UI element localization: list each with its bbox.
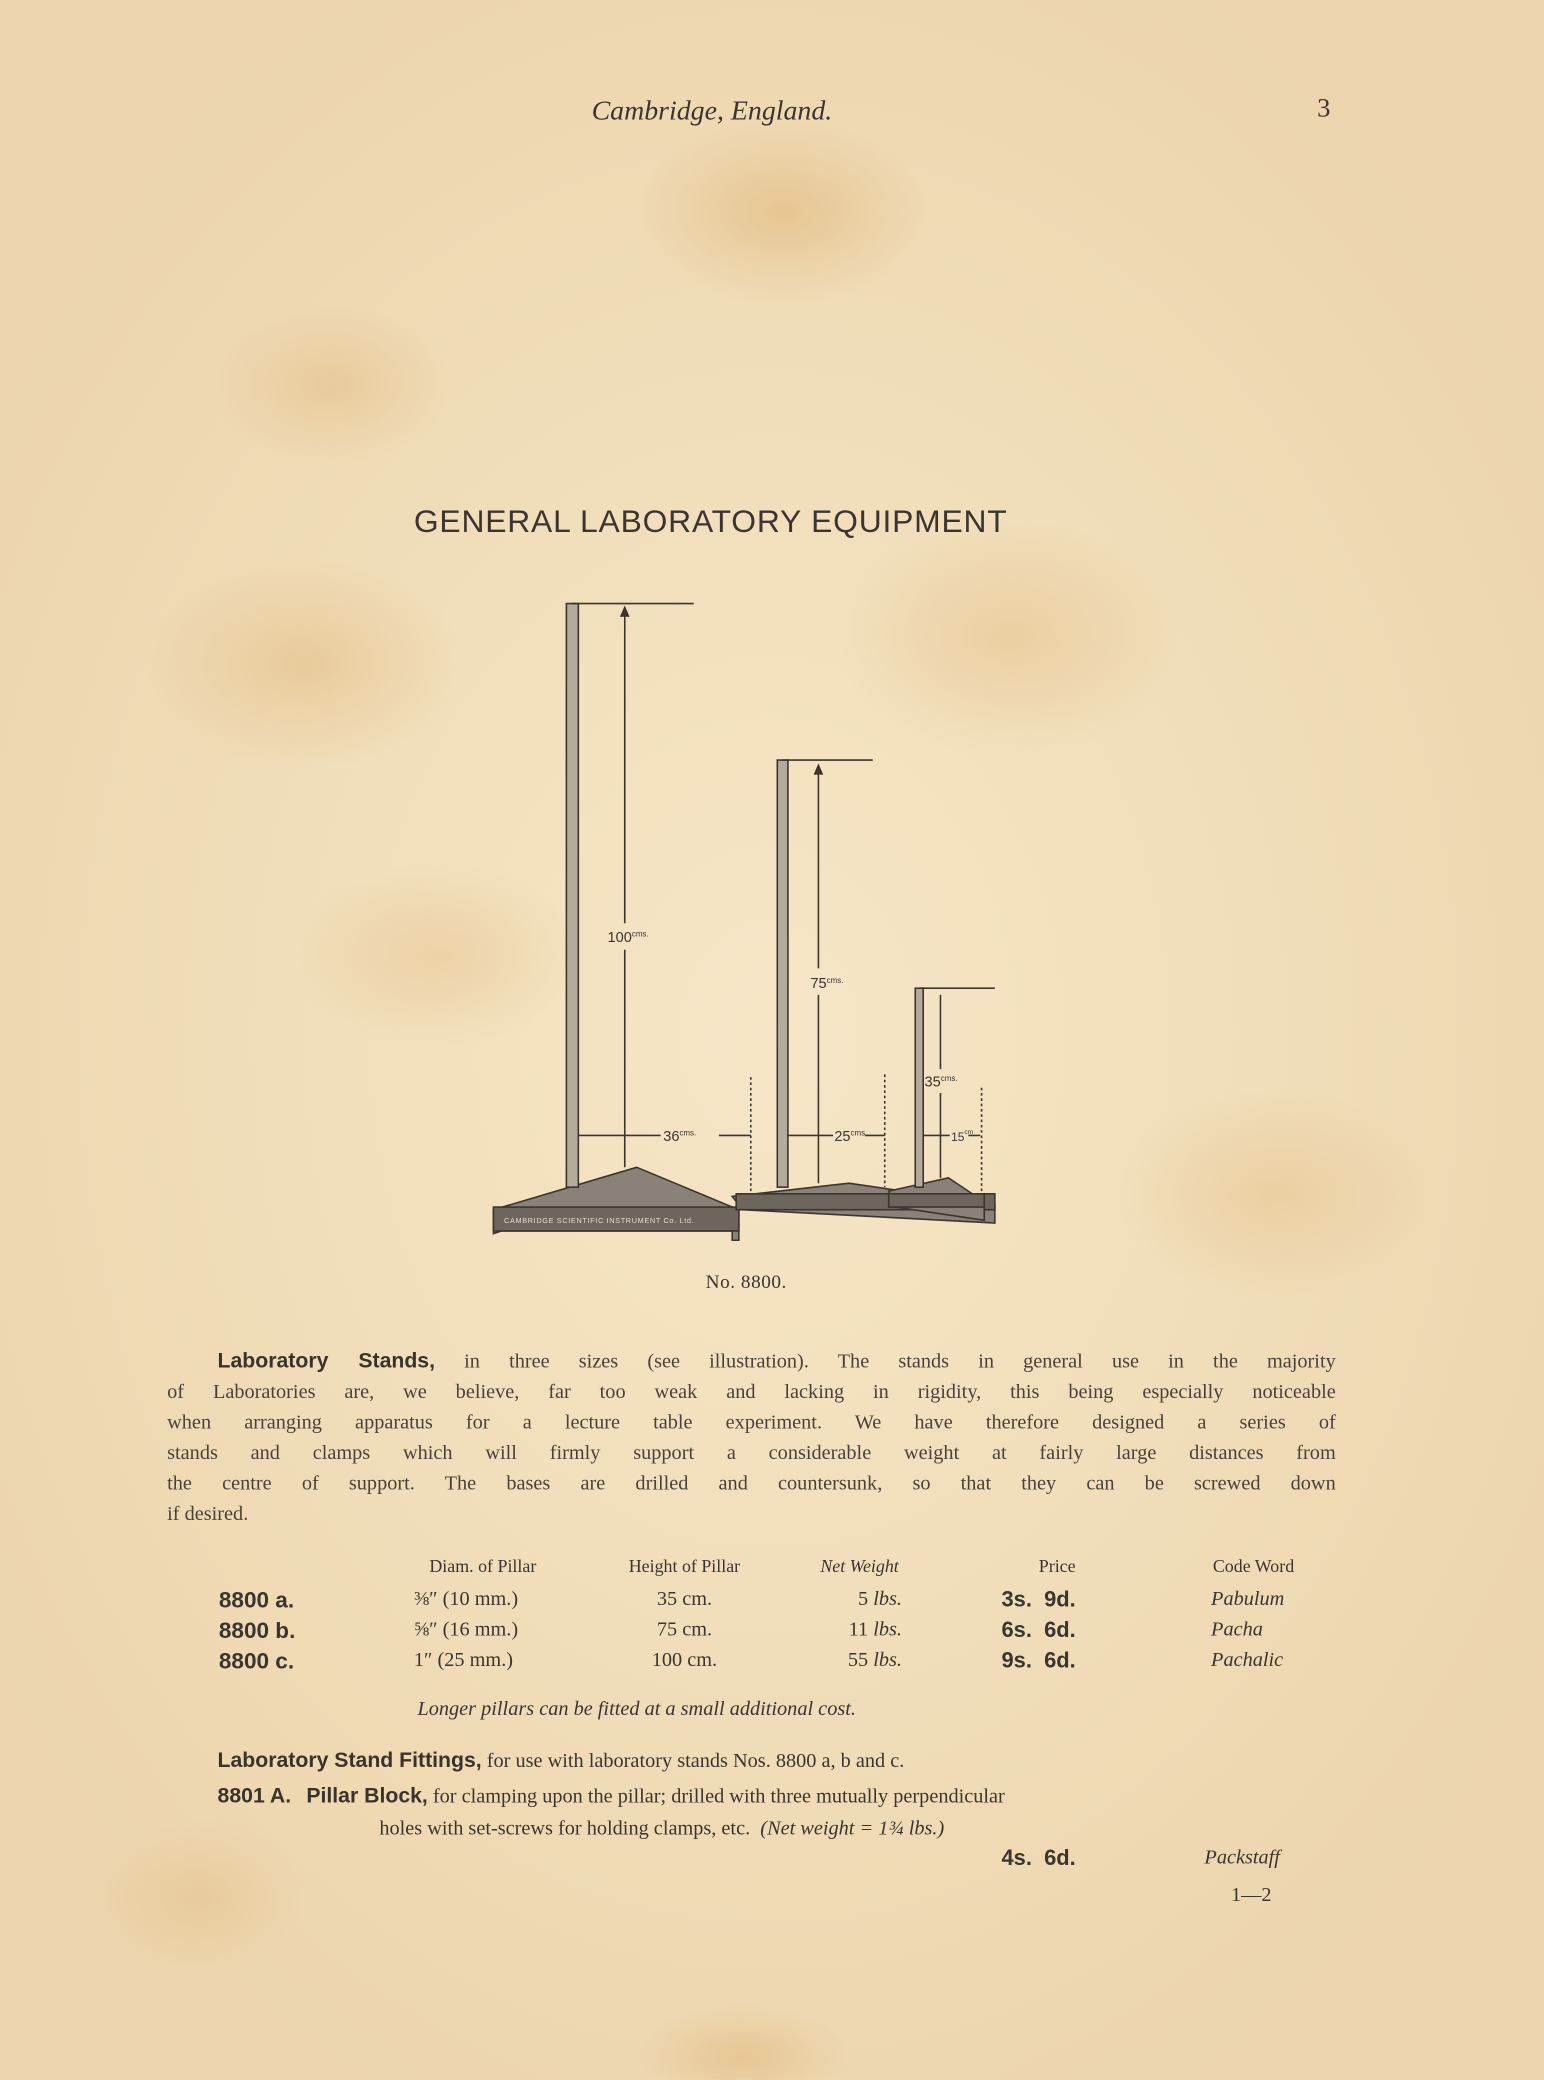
base-inscription: CAMBRIDGE SCIENTIFIC INSTRUMENT Co. Ltd.	[504, 1215, 695, 1225]
description-lead: Laboratory Stands,	[217, 1350, 436, 1373]
section-title: GENERAL LABORATORY EQUIPMENT	[413, 504, 1008, 540]
label-100cm: $100^{cms.}$	[607, 929, 649, 946]
code-word: Packstaff	[1204, 1846, 1280, 1869]
stand-75cm	[732, 760, 995, 1223]
running-head: Cambridge, England.	[591, 94, 833, 127]
header-diam: Diam. of Pillar	[429, 1555, 537, 1576]
item-number: 8801 A.	[217, 1785, 292, 1808]
code-word: Pachalic	[1211, 1648, 1284, 1672]
catalogue-page: Cambridge, England. 3 GENERAL LABORATORY EQUIPMENT $100^{cms.}$ $75^{cms.}$ $35^{cms.}$ $36^{cms.}$ $25^{cms.}$ $15^{cm}$ CAMBRIDGE SCIENTIFIC INSTRUMENT Co. Ltd. No. 8800. Laboratory Stands, in three sizes (see illustration). The stands in general use in the majority of Laboratories are, we believe, far too weak and lacking in rigidity, this being especially noticeable when arranging apparatus for a lecture table experiment. We have therefore designed a series of stands and clamps which will firmly support a considerable weight at fairly large distances from the centre of support. The bases are drilled and countersunk, so that they can be screwed down if desired. Diam. of Pillar Height of Pillar Net Weight Price Code Word 8800 a. ⅜″ (10 mm.) 35 cm. 5 lbs. 3s. 9d. Pabulum 8800 b. ⅝″ (16 mm.) 75 cm. 11 lbs. 6s. 6d. Pacha 8800 c. 1″ (25 mm.) 100 cm. 55 lbs. 9s. 6d. Pachalic Longer pillars can be fitted at a small additional cost. Laboratory Stand Fittings, for use with laboratory stands Nos. 8800 a, b and c. 8801 A. Pillar Block, for clamping upon the pillar; drilled with three mutually perpendicular holes with set-screws for holding clamps, etc. (Net weight = 1¾ lbs.) 4s. 6d. Packstaff 1—2	[0, 0, 1544, 2080]
header-price: Price	[1038, 1555, 1076, 1576]
label-75cm: $75^{cms.}$	[810, 975, 844, 993]
page-number: 3	[1317, 94, 1331, 124]
item-number: 8800 b.	[218, 1618, 296, 1644]
signature-mark: 1—2	[1230, 1883, 1272, 1907]
stand-100cm	[493, 604, 750, 1241]
header-weight: Net Weight	[820, 1555, 899, 1576]
description-paragraph: Laboratory Stands, in three sizes (see illustration). The stands in general use in the majority of Laboratories are, we believe, far too weak and lacking in rigidity, this being especially noticeable when arranging apparatus for a lecture table experiment. We have therefore designed a series of stands and clamps which will firmly support a considerable weight at fairly large distances from the centre of support. The bases are drilled and countersunk, so that they can be screwed down if desired.	[167, 1350, 1336, 1526]
fittings-heading: Laboratory Stand Fittings, for use with laboratory stands Nos. 8800 a, b and c.	[217, 1749, 905, 1773]
fitting-price: 4s. 6d.	[1001, 1846, 1076, 1871]
label-25cm: $25^{cms.}$	[834, 1128, 868, 1145]
item-number: 8800 a.	[218, 1587, 295, 1613]
header-height: Height of Pillar	[628, 1555, 741, 1576]
stand-35cm	[889, 988, 995, 1220]
code-word: Pabulum	[1211, 1587, 1285, 1611]
code-word: Pacha	[1211, 1618, 1263, 1641]
header-code: Code Word	[1212, 1555, 1295, 1576]
fitting-8801a: 8801 A. Pillar Block, for clamping upon the pillar; drilled with three mutually perpendicular	[217, 1785, 1005, 1808]
table-note: Longer pillars can be fitted at a small additional cost.	[417, 1697, 856, 1721]
label-36cm: $36^{cms.}$	[663, 1128, 697, 1145]
label-35cm: $35^{cms.}$	[924, 1074, 958, 1091]
item-number: 8800 c.	[218, 1648, 295, 1674]
label-15cm: $15^{cm}$	[951, 1129, 974, 1144]
figure-caption: No. 8800.	[705, 1272, 787, 1294]
